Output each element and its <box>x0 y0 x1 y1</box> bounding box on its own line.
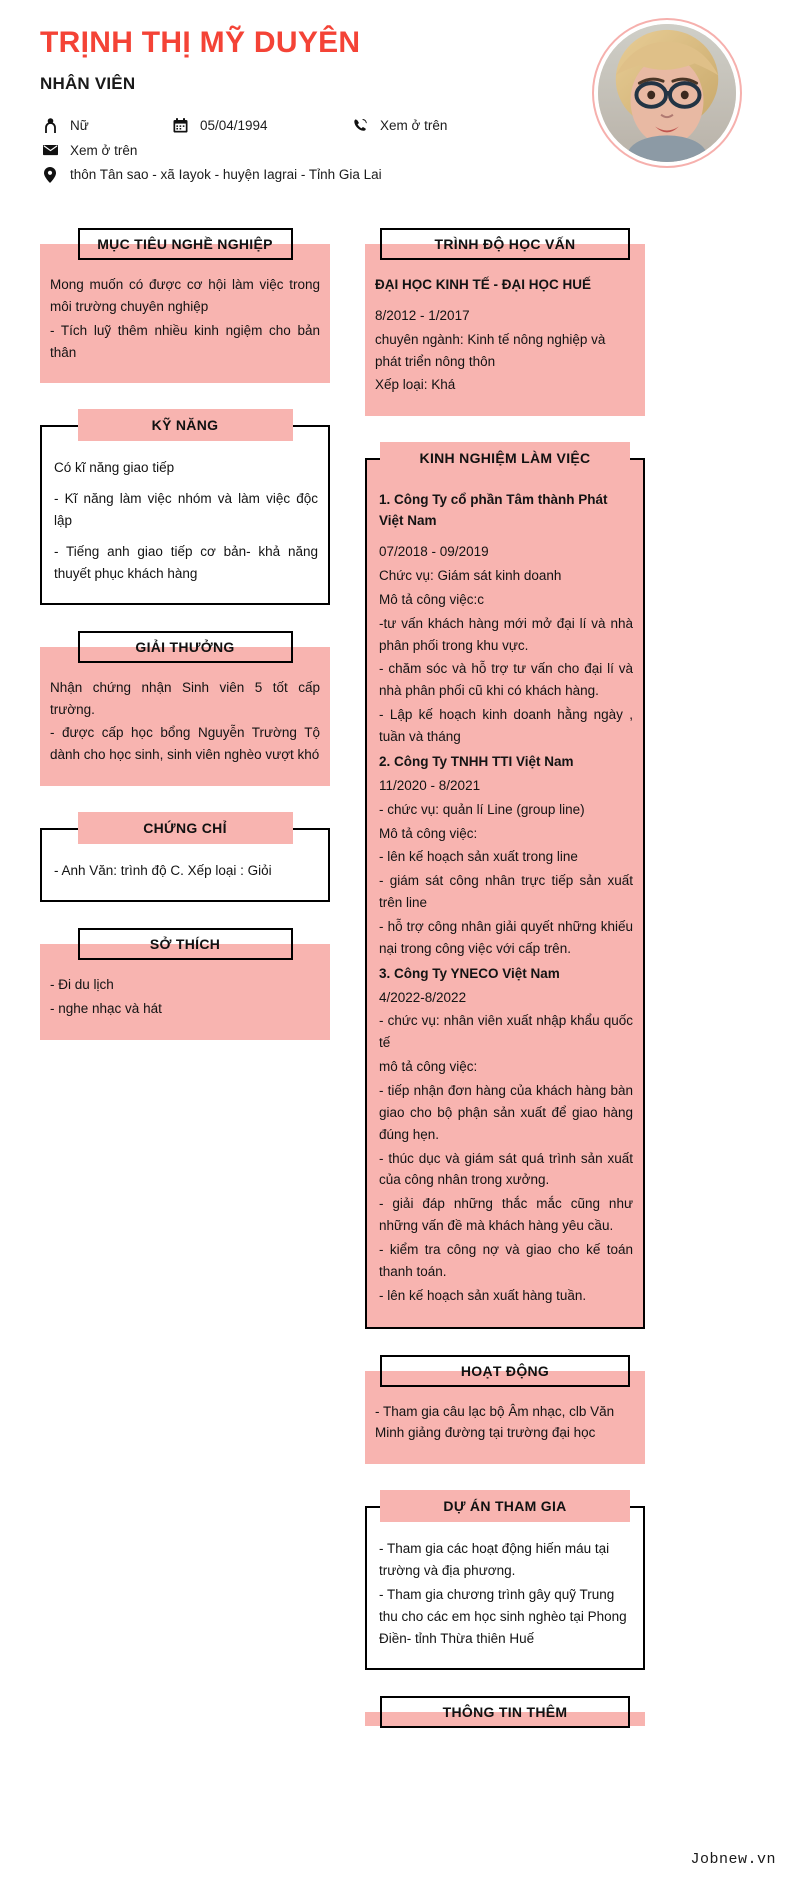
awards-line-0: Nhận chứng nhận Sinh viên 5 tốt cấp trường. <box>50 679 320 717</box>
awards-title: GIẢI THƯỞNG <box>78 631 293 663</box>
person-icon <box>40 118 60 134</box>
job-duty: - hỗ trợ công nhân giải quyết những khiếu nại trong công việc với cấp trên. <box>379 918 633 956</box>
certificates-line-0: - Anh Văn: trình độ C. Xếp loại : Giỏi <box>54 863 272 879</box>
education-grade: Xếp loại: Khá <box>375 377 456 393</box>
experience-job <box>379 752 633 960</box>
left-column <box>40 228 330 1066</box>
education-title-wrap <box>365 228 645 260</box>
projects-line-1: - Tham gia chương trình gây quỹ Trung thu cho các em học sinh nghèo tại Phong Điền- tỉnh Thừa thiên Huế <box>379 1587 627 1646</box>
job-duty: -tư vấn khách hàng mới mở đại lí và nhà phân phối trong khu vực. <box>379 615 633 653</box>
job-duty: - lên kế hoạch sản xuất hàng tuần. <box>379 1287 587 1303</box>
hobbies-title-wrap <box>40 928 330 960</box>
education-body <box>365 244 645 416</box>
objective-title: MỤC TIÊU NGHỀ NGHIỆP <box>78 228 293 260</box>
job-title: NHÂN VIÊN <box>40 73 136 93</box>
avatar-image <box>598 24 736 162</box>
job-company: 2. Công Ty TNHH TTI Việt Nam <box>379 753 574 769</box>
job-desc-label: Mô tả công việc: <box>379 825 478 841</box>
experience-title: KINH NGHIỆM LÀM VIỆC <box>380 442 630 474</box>
section-hobbies <box>40 928 330 1040</box>
contact-dob <box>170 118 350 133</box>
education-major: chuyên ngành: Kinh tế nông nghiệp và phát triển nông thôn <box>375 331 606 369</box>
awards-title-wrap <box>40 631 330 663</box>
email-value: Xem ở trên <box>70 142 138 158</box>
section-skills <box>40 409 330 604</box>
hobbies-title: SỞ THÍCH <box>78 928 293 960</box>
job-period: 07/2018 - 09/2019 <box>379 544 489 560</box>
awards-line-1: - được cấp học bổng Nguyễn Trường Tộ dành cho học sinh, sinh viên nghèo vượt khó <box>50 725 320 763</box>
contact-email <box>40 143 137 158</box>
contact-phone <box>350 118 447 133</box>
gender-value: Nữ <box>70 118 89 133</box>
job-duty: - tiếp nhận đơn hàng của khách hàng bàn giao cho bộ phận sản xuất để giao hàng đúng hẹn. <box>379 1083 633 1142</box>
awards-body <box>40 647 330 786</box>
activities-title: HOẠT ĐỘNG <box>380 1355 630 1387</box>
job-position: - chức vụ: nhân viên xuất nhập khẩu quốc tế <box>379 1013 633 1051</box>
experience-title-wrap <box>365 442 645 474</box>
section-projects <box>365 1490 645 1669</box>
objective-body <box>40 244 330 383</box>
contact-address <box>40 167 382 183</box>
skills-line-0: Có kĩ năng giao tiếp <box>54 460 175 476</box>
objective-line-0: Mong muốn có được cơ hội làm việc trong môi trường chuyên nghiệp <box>50 277 320 314</box>
location-pin-icon <box>40 167 60 183</box>
section-activities <box>365 1355 645 1465</box>
experience-body <box>365 458 645 1328</box>
projects-body <box>365 1506 645 1669</box>
education-school: ĐẠI HỌC KINH TẾ - ĐẠI HỌC HUẾ <box>375 277 591 292</box>
job-desc-label: mô tả công việc: <box>379 1059 478 1075</box>
cv-header <box>0 0 800 215</box>
activities-title-wrap <box>365 1355 645 1387</box>
job-duty: - lên kế hoạch sản xuất trong line <box>379 849 578 865</box>
phone-icon <box>350 118 370 133</box>
job-period: 4/2022-8/2022 <box>379 989 467 1005</box>
contact-row-3 <box>40 167 800 183</box>
education-title: TRÌNH ĐỘ HỌC VẤN <box>380 228 630 260</box>
dob-value: 05/04/1994 <box>200 118 268 133</box>
experience-job <box>379 490 633 748</box>
job-duty: - thúc dục và giám sát quá trình sản xuất của công nhân trong xưởng. <box>379 1150 633 1188</box>
section-objective <box>40 228 330 383</box>
job-desc-label: Mô tả công việc:c <box>379 591 485 607</box>
certificates-title-wrap <box>40 812 330 844</box>
projects-title: DỰ ÁN THAM GIA <box>380 1490 630 1522</box>
calendar-icon <box>170 118 190 133</box>
page-title: TRỊNH THỊ MỸ DUYÊN <box>40 26 361 59</box>
skills-line-2: - Tiếng anh giao tiếp cơ bản- khả năng thuyết phục khách hàng <box>54 544 318 581</box>
objective-line-1: - Tích luỹ thêm nhiều kinh ngiệm cho bản thân <box>50 322 320 360</box>
more-info-title: THÔNG TIN THÊM <box>380 1696 630 1728</box>
experience-job <box>379 964 633 1307</box>
skills-body <box>40 425 330 604</box>
job-duty: - giải đáp những thắc mắc cũng như những vấn đề mà khách hàng yêu cầu. <box>379 1196 633 1234</box>
section-more-info <box>365 1696 645 1726</box>
skills-title-wrap <box>40 409 330 441</box>
job-position: Chức vụ: Giám sát kinh doanh <box>379 568 562 583</box>
objective-title-wrap <box>40 228 330 260</box>
avatar <box>592 18 742 168</box>
section-certificates <box>40 812 330 902</box>
job-duty: - kiểm tra công nợ và giao cho kế toán thanh toán. <box>379 1242 633 1279</box>
projects-line-0: - Tham gia các hoạt động hiến máu tại trường và địa phương. <box>379 1541 610 1579</box>
job-duty: - giám sát công nhân trực tiếp sản xuất trên line <box>379 873 633 911</box>
skills-line-1: - Kĩ năng làm việc nhóm và làm việc độc lập <box>54 491 318 529</box>
section-education <box>365 228 645 416</box>
certificates-title: CHỨNG CHỈ <box>78 812 293 844</box>
job-duty: - Lập kế hoạch kinh doanh hằng ngày , tuần và tháng <box>379 707 633 745</box>
activities-line-0: - Tham gia câu lạc bộ Âm nhạc, clb Văn Minh giảng đường tại trường đại học <box>375 1403 615 1441</box>
projects-title-wrap <box>365 1490 645 1522</box>
job-company: 1. Công Ty cổ phần Tâm thành Phát Việt Nam <box>379 492 608 529</box>
job-period: 11/2020 - 8/2021 <box>379 777 481 793</box>
skills-title: KỸ NĂNG <box>78 409 293 441</box>
contact-gender <box>40 118 170 134</box>
education-period: 8/2012 - 1/2017 <box>375 307 470 323</box>
watermark: Jobnew.vn <box>690 1851 776 1868</box>
right-column <box>365 228 645 1752</box>
hobbies-line-1: - nghe nhạc và hát <box>50 1000 162 1016</box>
address-value: thôn Tân sao - xã Iayok - huyện Iagrai - Tỉnh Gia Lai <box>70 167 382 182</box>
phone-value: Xem ở trên <box>380 118 448 133</box>
hobbies-line-0: - Đi du lịch <box>50 977 114 993</box>
section-awards <box>40 631 330 786</box>
envelope-icon <box>40 144 60 156</box>
section-experience <box>365 442 645 1328</box>
job-position: - chức vụ: quản lí Line (group line) <box>379 801 585 817</box>
job-company: 3. Công Ty YNECO Việt Nam <box>379 965 560 981</box>
more-info-title-wrap <box>365 1696 645 1728</box>
job-duty: - chăm sóc và hỗ trợ tư vấn cho đại lí và nhà phân phối cũ khi có khách hàng. <box>379 661 633 699</box>
